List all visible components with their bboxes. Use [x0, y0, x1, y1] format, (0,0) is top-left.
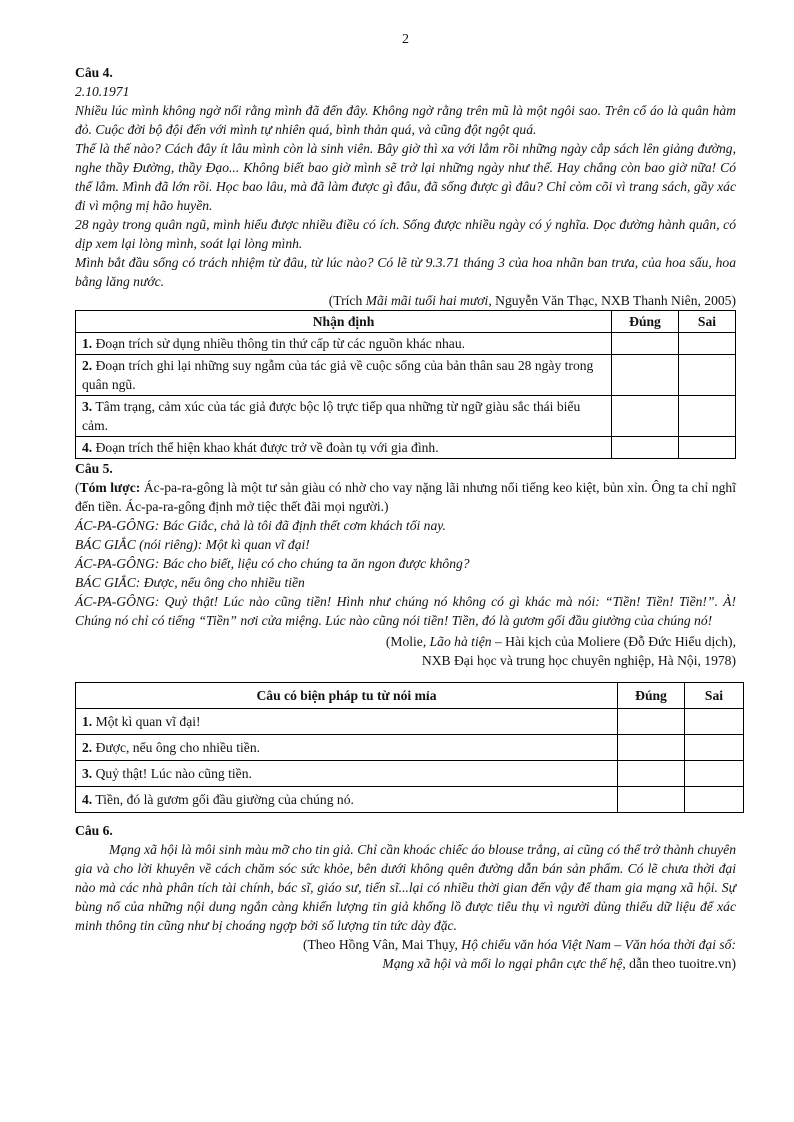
- column-header-true: Đúng: [618, 683, 685, 709]
- true-answer-cell[interactable]: [618, 787, 685, 813]
- false-answer-cell[interactable]: [685, 761, 744, 787]
- document-page: [75, 30, 736, 973]
- summary: (Tóm lược: Ác-pa-ra-gông là một tư sản giàu có nhờ cho vay nặng lãi nhưng nổi tiếng keo kiệt, bủn xỉn. Ông ta chỉ nghĩ đến tiền. Ác-pa-ra-gông định mở tiệc thết đãi mọi người.): [75, 480, 737, 514]
- sentence-cell: 3. Quỷ thật! Lúc nào cũng tiền.: [76, 761, 618, 787]
- diary-paragraph: Mình bắt đầu sống có trách nhiệm từ đâu, từ lúc nào? Có lẽ từ 9.3.71 tháng 3 của hoa nhãn ban trưa, của hoa sấu, hoa bằng lăng nước.: [75, 255, 736, 289]
- true-answer-cell[interactable]: [612, 396, 679, 437]
- sentence-cell: 2. Được, nếu ông cho nhiều tiền.: [76, 735, 618, 761]
- question-5: [75, 459, 736, 813]
- column-header-true: Đúng: [612, 311, 679, 333]
- false-answer-cell[interactable]: [679, 355, 736, 396]
- diary-paragraph: 28 ngày trong quân ngũ, mình hiểu được nhiều điều có ích. Sống được nhiều ngày có ý nghĩa. Dọc đường hành quân, có dịp xem lại lòng mình, soát lại lòng mình.: [75, 217, 736, 251]
- question-6: [75, 821, 736, 973]
- dialogue-line: BÁC GIẮC (nói riêng): Một kì quan vĩ đại!: [75, 537, 310, 552]
- dialogue-line: ÁC-PA-GÔNG: Bác cho biết, liệu có cho chúng ta ăn ngon được không?: [75, 556, 470, 571]
- false-answer-cell[interactable]: [685, 709, 744, 735]
- question-6-source-line2: Mạng xã hội và mối lo ngại phân cực thế hệ, dẫn theo tuoitre.vn): [382, 956, 736, 971]
- question-5-source-line2: NXB Đại học và trung học chuyên nghiệp, Hà Nội, 1978): [421, 653, 736, 668]
- sentence-cell: 1. Một kì quan vĩ đại!: [76, 709, 618, 735]
- true-answer-cell[interactable]: [618, 761, 685, 787]
- dialogue-line: BÁC GIẮC: Được, nếu ông cho nhiều tiền: [75, 575, 305, 590]
- table-row: [76, 355, 736, 396]
- true-answer-cell[interactable]: [618, 709, 685, 735]
- diary-paragraph: Nhiều lúc mình không ngờ nổi rằng mình đã đến đây. Không ngờ rằng trên mũ là một ngôi sao. Trên cổ áo là quân hàm đỏ. Cuộc đời bộ đội đến với mình tự nhiên quá, bình thản quá, và cũng đột ngột quá.: [75, 103, 736, 137]
- table-row: [76, 787, 744, 813]
- question-4-source: (Trích Mãi mãi tuổi hai mươi, Nguyễn Văn Thạc, NXB Thanh Niên, 2005): [328, 293, 736, 308]
- false-answer-cell[interactable]: [679, 396, 736, 437]
- passage-paragraph: Mạng xã hội là môi sinh màu mỡ cho tin giả. Chỉ cần khoác chiếc áo blouse trắng, ai cũng có thể trở thành chuyên gia và cho lời khuyên về cách chăm sóc sức khỏe, bên dưới không quên đường dẫn bán sản phẩm. Có lẽ chưa thời đại nào mà các nhà phân tích tài chính, bác sĩ, giáo sư, tiến sĩ...lại có nhiều thời gian đến vậy để tham gia mạng xã hội. Sự bùng nổ của những nội dung ngắn càng khiến lượng tin giả khổng lồ được tiêu thụ vì người dùng thiếu dữ liệu để xác minh thông tin cũng như bị choáng ngợp bởi số lượng tin tức dày đặc.: [75, 842, 736, 933]
- table-row: [76, 761, 744, 787]
- diary-date: 2.10.1971: [75, 84, 130, 99]
- false-answer-cell[interactable]: [679, 333, 736, 355]
- diary-paragraph: Thế là thế nào? Cách đây ít lâu mình còn là sinh viên. Bây giờ thì xa với lắm rồi những ngày cắp sách lên giảng đường, nghe thầy Đường, thầy Đạo... Không biết bao giờ mình sẽ trở lại những ngày như thế. Hay chẳng còn bao giờ nữa! Có thể lắm. Mình đã lớn rồi. Học bao lâu, mà đã làm được gì đâu, đã sống được gì đâu? Chỉ còm cõi vì trang sách, gầy xác đi vì mộng mị hão huyền.: [75, 141, 736, 213]
- true-answer-cell[interactable]: [612, 333, 679, 355]
- question-4: [75, 63, 736, 459]
- true-answer-cell[interactable]: [618, 735, 685, 761]
- column-header-sentence: Câu có biện pháp tu từ nói mỉa: [76, 683, 618, 709]
- column-header-statement: Nhận định: [76, 311, 612, 333]
- column-header-false: Sai: [685, 683, 744, 709]
- question-6-source: (Theo Hồng Vân, Mai Thụy, Hộ chiếu văn hóa Việt Nam – Văn hóa thời đại số:: [302, 937, 736, 952]
- statement-cell: 1. Đoạn trích sử dụng nhiều thông tin thứ cấp từ các nguồn khác nhau.: [76, 333, 612, 355]
- dialogue-line: ÁC-PA-GÔNG: Quỷ thật! Lúc nào cũng tiền! Hình như chúng nó không có gì khác mà nói: “Tiền! Tiền! Tiền!”. À! Chúng nó chỉ có tiếng “Tiền” nơi cửa miệng. Lúc nào cũng nói tiền! Tiền, đó là gươm gối đầu giường của chúng nó!: [75, 594, 736, 628]
- sentence-cell: 4. Tiền, đó là gươm gối đầu giường của chúng nó.: [76, 787, 618, 813]
- question-4-heading: Câu 4.: [75, 65, 113, 80]
- table-row: [76, 709, 744, 735]
- table-row: [76, 735, 744, 761]
- dialogue-line: ÁC-PA-GÔNG: Bác Giắc, chả là tôi đã định thết cơm khách tối nay.: [75, 518, 446, 533]
- column-header-false: Sai: [679, 311, 736, 333]
- table-row: [76, 333, 736, 355]
- table-row: [76, 437, 736, 459]
- true-answer-cell[interactable]: [612, 437, 679, 459]
- false-answer-cell[interactable]: [679, 437, 736, 459]
- question-5-table: [75, 682, 744, 813]
- false-answer-cell[interactable]: [685, 787, 744, 813]
- statement-cell: 4. Đoạn trích thể hiện khao khát được trở về đoàn tụ với gia đình.: [76, 437, 612, 459]
- page-number: 2: [402, 32, 409, 47]
- question-4-table: [75, 310, 736, 459]
- question-5-source: (Molie, Lão hà tiện – Hài kịch của Moliere (Đỗ Đức Hiểu dịch),: [385, 634, 736, 649]
- statement-cell: 2. Đoạn trích ghi lại những suy ngẫm của tác giả về cuộc sống của bản thân sau 28 ngày trong quân ngũ.: [76, 355, 612, 396]
- true-answer-cell[interactable]: [612, 355, 679, 396]
- question-5-heading: Câu 5.: [75, 461, 113, 476]
- question-6-heading: Câu 6.: [75, 823, 113, 838]
- statement-cell: 3. Tâm trạng, cảm xúc của tác giả được bộc lộ trực tiếp qua những từ ngữ giàu sắc thái biểu cảm.: [76, 396, 612, 437]
- false-answer-cell[interactable]: [685, 735, 744, 761]
- table-row: [76, 396, 736, 437]
